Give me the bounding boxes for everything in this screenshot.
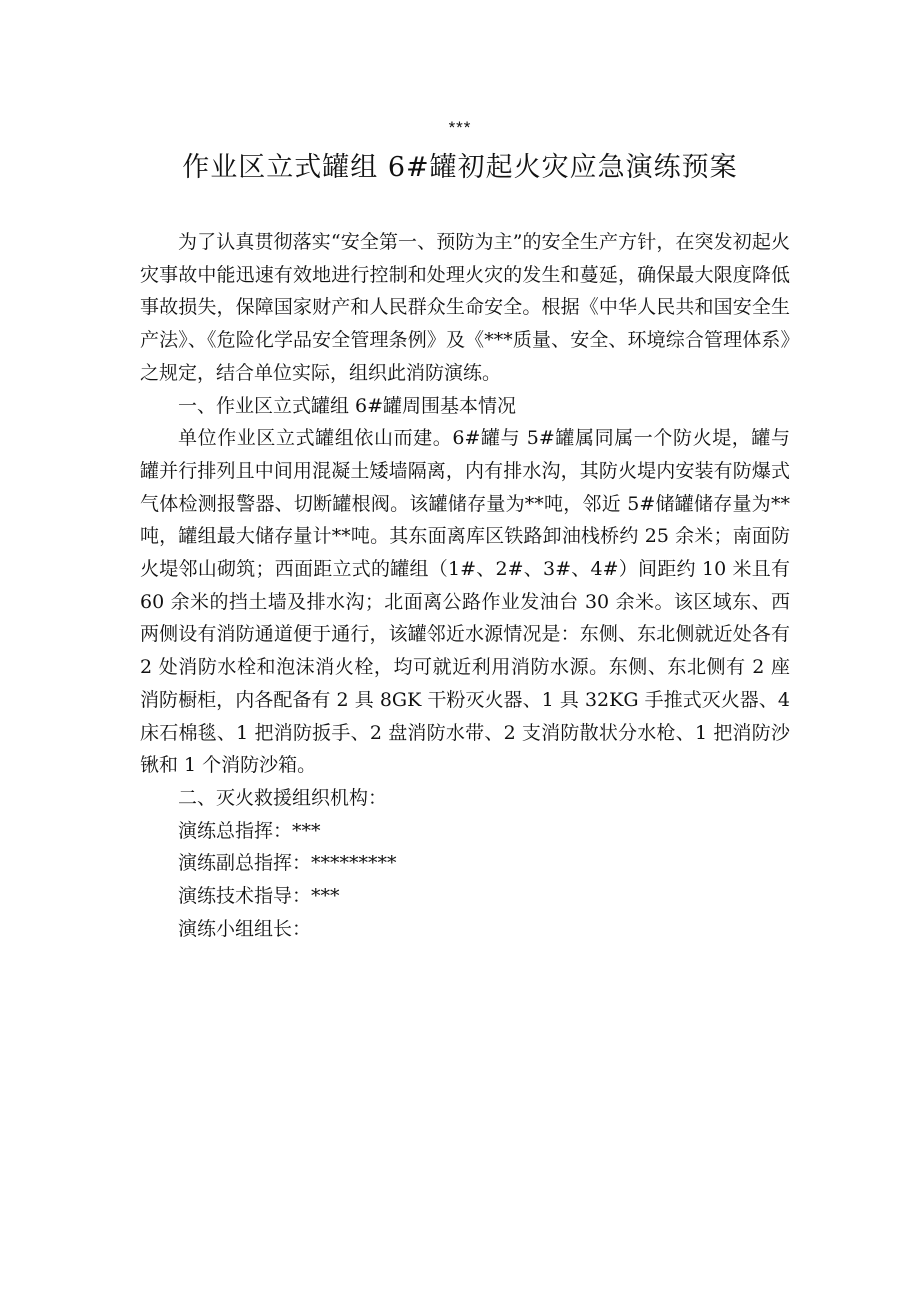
team-leader-line: 演练小组组长： — [178, 917, 312, 940]
header-mark: *** — [448, 118, 472, 137]
section-heading-1: 一、作业区立式罐组 6#罐周围基本情况 — [178, 394, 517, 417]
technical-guide-line: 演练技术指导：*** — [178, 885, 340, 908]
intro-paragraph: 为了认真贯彻落实“安全第一、预防为主”的安全生产方针，在突发初起火灾事故中能迅速有效地进行控制和处理火灾的发生和蔓延，确保最大限度降低事故损失，保障国家财产和人民群众生命安全。根据《中华人民共和国安全生产法》、《危险化学品安全管理条例》及《***质量、安全、环境综合管理体系》之规定，结合单位实际，组织此消防演练。 — [140, 231, 790, 384]
document-body — [140, 226, 790, 945]
deputy-commander-line: 演练副总指挥：********* — [178, 852, 397, 875]
section-heading-2: 二、灭火救援组织机构： — [178, 786, 388, 809]
commander-line: 演练总指挥：*** — [178, 819, 321, 842]
site-situation-paragraph: 单位作业区立式罐组依山而建。6#罐与 5#罐属同属一个防火堤，罐与罐并行排列且中间用混凝土矮墙隔离，内有排水沟，其防火堤内安装有防爆式气体检测报警器、切断罐根阀。该罐储存量为**吨，邻近 5#储罐储存量为**吨，罐组最大储存量计**吨。其东面离库区铁路卸油栈桥约 25 余米；南面防火堤邻山砌筑；西面距立式的罐组（1#、2#、3#、4#）间距约 10 米且有 60 余米的挡土墙及排水沟；北面离公路作业发油台 30 余米。该区域东、西两侧设有消防通道便于通行，该罐邻近水源情况是：东侧、东北侧就近处各有 2 处消防水栓和泡沫消火栓，均可就近利用消防水源。东侧、东北侧有 2 座消防橱柜，内各配备有 2 具 8GK 干粉灭火器、1 具 32KG 手推式灭火器、4 床石棉毯、1 把消防扳手、2 盘消防水带、2 支消防散状分水枪、1 把消防沙锹和 1 个消防沙箱。 — [140, 427, 790, 777]
document-title: 作业区立式罐组 6#罐初起火灾应急演练预案 — [182, 152, 738, 183]
